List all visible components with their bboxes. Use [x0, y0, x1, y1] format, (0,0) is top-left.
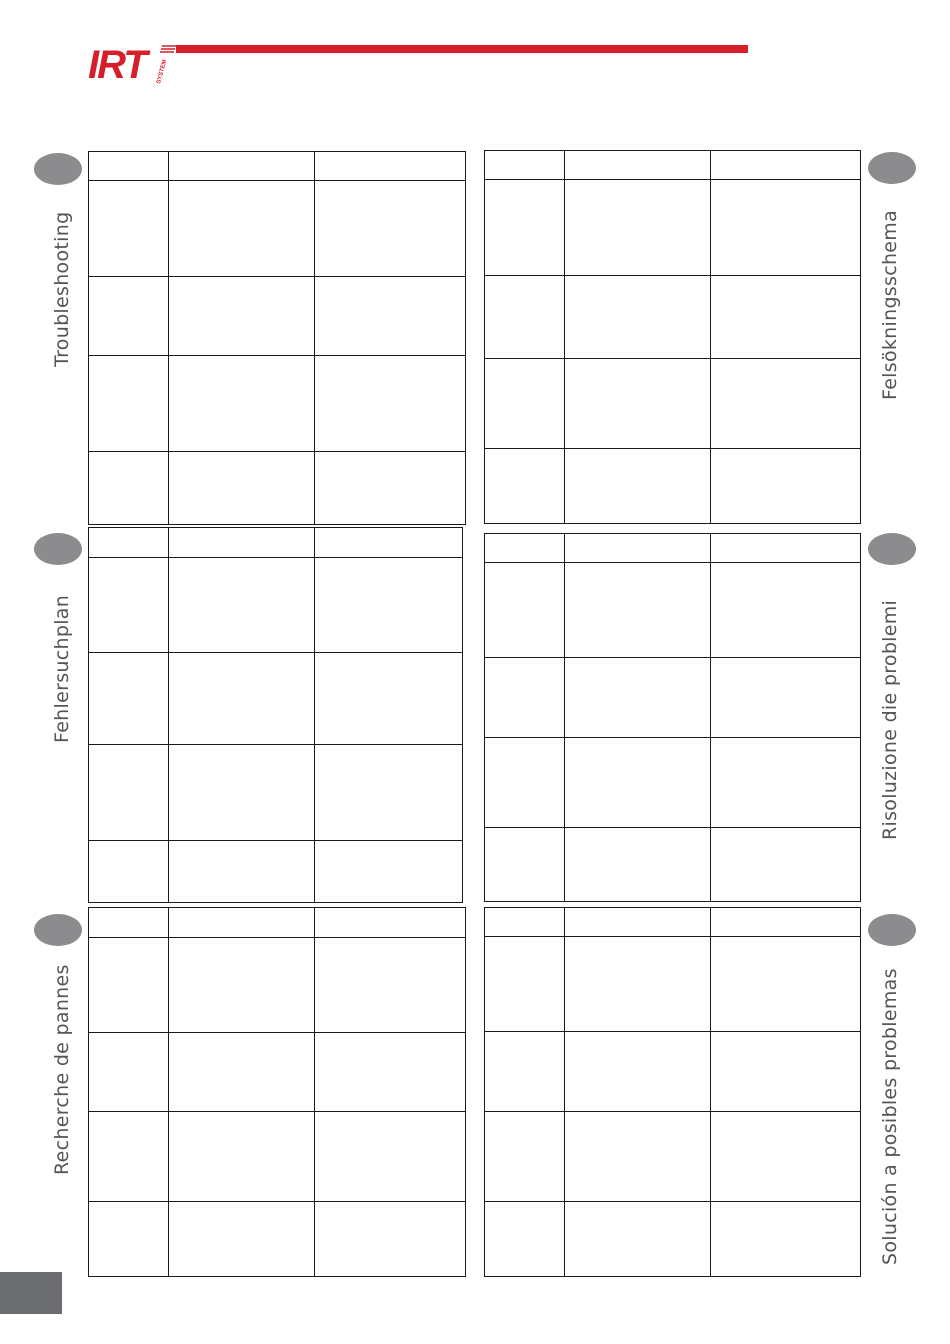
section-label-recherche-de-pannes: Recherche de pannes: [51, 964, 73, 1175]
page-number-tab: [0, 1272, 62, 1314]
felsokningsschema-table: [484, 150, 861, 524]
solucion-table: [484, 907, 861, 1277]
irt-system-logo: [88, 40, 178, 90]
section-label-felsokningsschema: Felsökningsschema: [879, 209, 901, 400]
logo-text: IRT: [88, 43, 146, 87]
section-label-risoluzione-die-problemi: Risoluzione die problemi: [879, 599, 901, 840]
section-label-fehlersuchplan: Fehlersuchplan: [51, 594, 73, 743]
section-label-troubleshooting: Troubleshooting: [51, 211, 73, 367]
section-label-solucion-a-posibles-problemas: Solución a posibles problemas: [879, 968, 901, 1265]
section-marker-de: [34, 533, 82, 565]
section-marker-es: [868, 914, 916, 946]
section-marker-en: [34, 153, 82, 185]
logo-subtext: SYSTEM: [156, 59, 169, 85]
section-marker-sv: [868, 152, 916, 184]
header-red-bar: [176, 45, 748, 53]
troubleshooting-table: [88, 151, 466, 525]
recherche-de-pannes-table: [88, 907, 466, 1277]
section-marker-it: [868, 533, 916, 565]
fehlersuchplan-table: [88, 527, 463, 903]
risoluzione-table: [484, 533, 861, 902]
section-marker-fr: [34, 914, 82, 946]
